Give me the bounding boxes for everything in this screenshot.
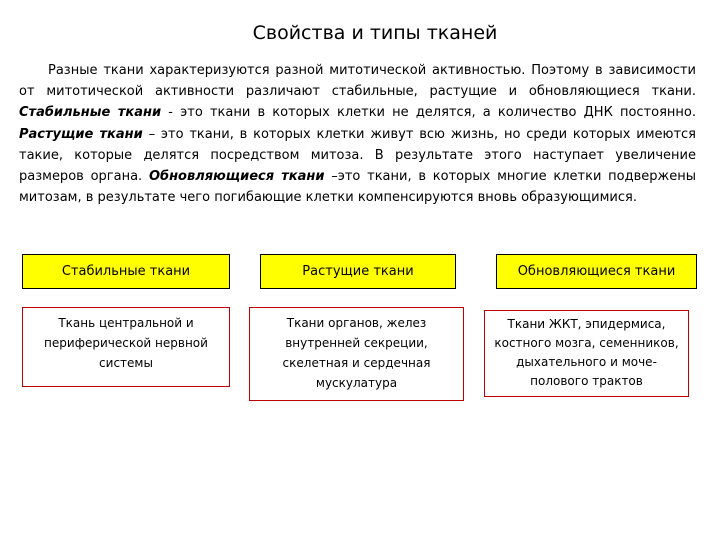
- description-renewing-tissues: Ткани ЖКТ, эпидермиса, костного мозга, семенников, дыхательного и моче-полового трактов: [484, 310, 689, 397]
- term-growing: Растущие ткани: [19, 126, 143, 142]
- definition-growing: – это ткани, в которых клетки живут всю жизнь, но среди которых имеются такие, которые делятся посредством митоза. В результате этого наступает увеличение размеров органа.: [19, 126, 696, 185]
- term-stable: Стабильные ткани: [19, 105, 162, 121]
- definition-stable: - это ткани в которых клетки не делятся, а количество ДНК постоянно.: [161, 105, 696, 121]
- definition-renewing: –это ткани, в которых многие клетки подвержены митозам, в результате чего погибающие клетки компенсируются вновь образующимися.: [19, 169, 697, 206]
- intro-paragraph: [19, 60, 696, 208]
- term-renewing: Обновляющиеся ткани: [148, 169, 325, 185]
- description-growing-tissues: Ткани органов, желез внутренней секреции, скелетная и сердечная мускулатура: [249, 307, 464, 401]
- intro-text: Разные ткани характеризуются разной митотической активностью. Поэтому в зависимости от митотической активности различают стабильные, растущие и обновляющиеся ткани.: [19, 63, 696, 100]
- header-stable-tissues: Стабильные ткани: [22, 254, 230, 289]
- header-growing-tissues: Растущие ткани: [260, 254, 456, 289]
- header-renewing-tissues: Обновляющиеся ткани: [496, 254, 697, 289]
- description-stable-tissues: Ткань центральной и периферической нервной системы: [22, 307, 230, 387]
- page-title: Свойства и типы тканей: [252, 22, 498, 44]
